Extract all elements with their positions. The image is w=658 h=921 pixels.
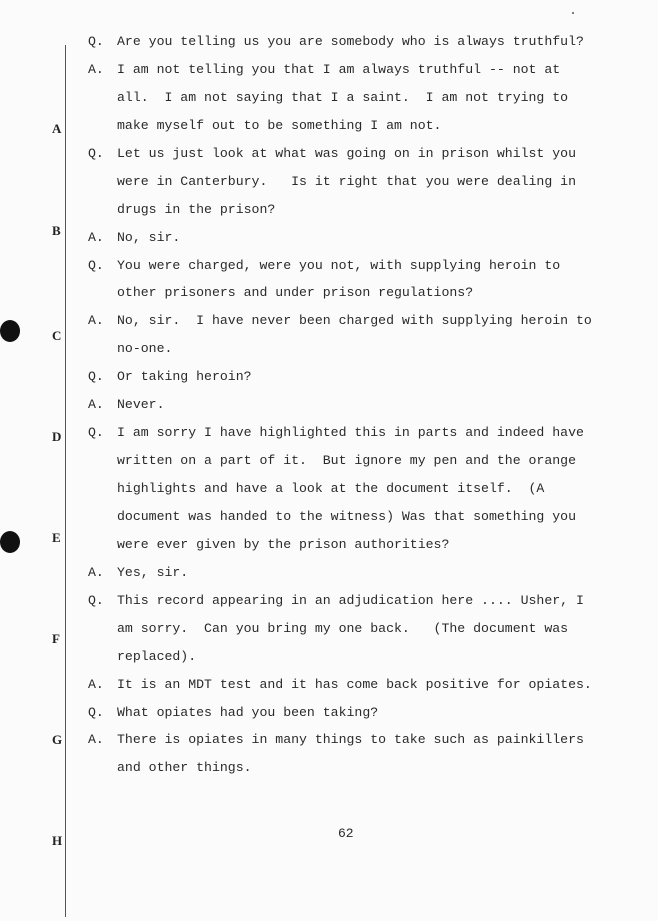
speaker-label: Q. [88, 369, 104, 385]
speaker-label [88, 475, 117, 503]
transcript-line [88, 726, 628, 754]
line-text: I am not telling you that I am always truthful -- not at [117, 61, 561, 77]
transcript-line [88, 615, 628, 643]
line-text: document was handed to the witness) Was that something you [117, 508, 576, 524]
speaker-label [88, 335, 117, 363]
transcript-line [88, 28, 628, 56]
line-text: I am sorry I have highlighted this in parts and indeed have [117, 425, 584, 441]
transcript-line [88, 140, 628, 168]
margin-letter: C [52, 328, 62, 343]
transcript-line [88, 699, 628, 727]
line-text: drugs in the prison? [117, 201, 276, 217]
transcript-line [88, 112, 628, 140]
margin-letter: A [52, 121, 62, 136]
speaker-label: A. [88, 676, 104, 692]
line-text: highlights and have a look at the document itself. (A [117, 481, 545, 496]
speaker-label: A. [88, 397, 104, 413]
transcript-line [88, 363, 628, 391]
transcript-line [88, 671, 628, 699]
margin-letter: D [52, 429, 62, 444]
transcript-line [88, 307, 628, 335]
line-text: all. I am not saying that I a saint. I am not trying to [117, 89, 569, 105]
line-text: No, sir. I have never been charged with supplying heroin to [117, 313, 592, 329]
speaker-label: Q. [88, 704, 104, 720]
transcript-line [88, 84, 628, 112]
line-text: make myself out to be something I am not. [117, 117, 442, 133]
speaker-label: A. [88, 61, 104, 77]
transcript-line [88, 475, 628, 503]
line-text: Or taking heroin? [117, 369, 252, 385]
line-text: am sorry. Can you bring my one back. (The document was [117, 620, 569, 636]
line-text: written on a part of it. But ignore my pen and the orange [117, 453, 576, 469]
speaker-label: Q. [88, 425, 104, 441]
speaker-label: A. [88, 229, 104, 245]
line-text: replaced). [117, 648, 197, 664]
speaker-label: A. [88, 732, 104, 748]
speaker-label [88, 503, 117, 531]
transcript-line [88, 531, 628, 559]
line-text: It is an MDT test and it has come back positive for opiates. [117, 676, 592, 692]
transcript-line [88, 587, 628, 615]
transcript-line [88, 447, 628, 475]
punch-hole [0, 320, 20, 342]
margin-letter: E [52, 530, 61, 545]
speaker-label [88, 196, 117, 224]
line-text: other prisoners and under prison regulations? [117, 285, 474, 301]
transcript-line [88, 335, 628, 363]
punch-hole [0, 531, 20, 553]
speaker-label [88, 84, 117, 112]
speaker-label [88, 754, 117, 782]
transcript-line [88, 168, 628, 196]
transcript-line [88, 224, 628, 252]
transcript-line [88, 391, 628, 419]
line-text: No, sir. [117, 229, 181, 245]
margin-rule [65, 45, 66, 917]
line-text: There is opiates in many things to take such as painkillers [117, 732, 584, 748]
line-text: What opiates had you been taking? [117, 704, 379, 720]
speaker-label: Q. [88, 145, 104, 161]
speaker-label: Q. [88, 257, 104, 273]
line-text: were ever given by the prison authorities? [117, 536, 450, 552]
transcript-line [88, 559, 628, 587]
transcript-line [88, 754, 628, 782]
margin-letter: B [52, 223, 61, 238]
margin-letter: G [52, 732, 63, 747]
line-text: Are you telling us you are somebody who is always truthful? [117, 34, 584, 49]
transcript-line [88, 419, 628, 447]
speaker-label [88, 168, 117, 196]
speaker-label [88, 643, 117, 671]
transcript-body [88, 28, 628, 782]
line-text: were in Canterbury. Is it right that you were dealing in [117, 173, 576, 189]
line-text: You were charged, were you not, with supplying heroin to [117, 257, 561, 273]
line-text: Never. [117, 397, 165, 413]
transcript-line [88, 503, 628, 531]
line-text: and other things. [117, 760, 252, 776]
scan-speck [572, 12, 574, 14]
speaker-label [88, 615, 117, 643]
transcript-line [88, 252, 628, 280]
line-text: no-one. [117, 341, 173, 357]
speaker-label: A. [88, 564, 104, 580]
speaker-label: A. [88, 313, 104, 329]
speaker-label [88, 279, 117, 307]
transcript-line [88, 643, 628, 671]
line-text: This record appearing in an adjudication here .... Usher, I [117, 592, 584, 608]
speaker-label [88, 531, 117, 559]
transcript-line [88, 279, 628, 307]
speaker-label [88, 447, 117, 475]
page-number: 62 [338, 826, 354, 841]
line-text: Yes, sir. [117, 564, 189, 580]
line-text: Let us just look at what was going on in prison whilst you [117, 145, 576, 161]
transcript-line [88, 56, 628, 84]
speaker-label [88, 112, 117, 140]
margin-letter: F [52, 631, 60, 646]
margin-letter: H [52, 833, 63, 848]
speaker-label: Q. [88, 592, 104, 608]
transcript-line [88, 196, 628, 224]
speaker-label: Q. [88, 34, 104, 49]
